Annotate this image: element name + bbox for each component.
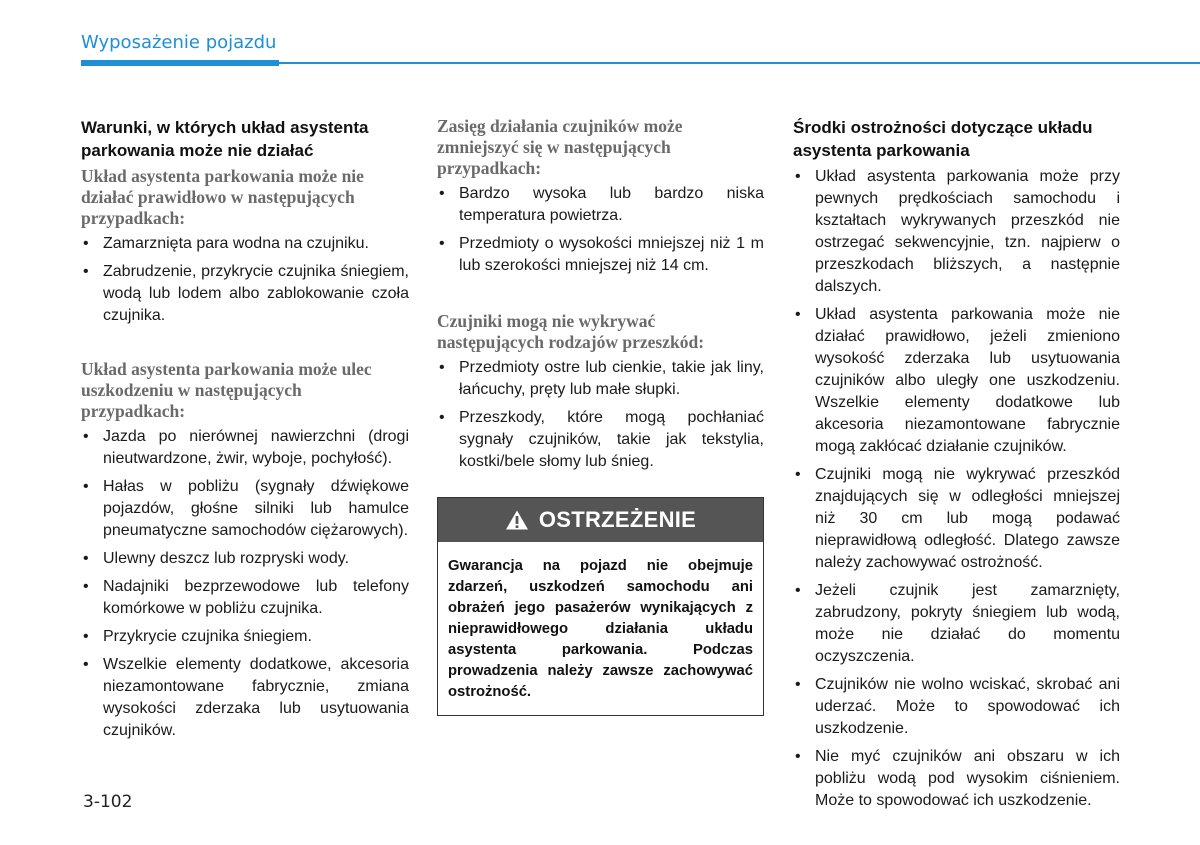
list-item: • Bardzo wysoka lub bardzo niska temperatura powietrza. [437,183,764,227]
warning-text: Gwarancja na pojazd nie obejmuje zdarzeń, uszkodzeń samochodu ani obrażeń jego pasażerów wynikających z nieprawidłowego działania układu asystenta parkowania. Podczas prowadzenia należy zawsze zachowywać ostrożność. [448,558,753,700]
list-item: • Nie myć czujników ani obszaru w ich pobliżu wodą pod wysokim ciśnieniem. Może to spowodować ich uszkodzenie. [793,746,1120,812]
list-item: • Jazda po nierównej nawierzchni (drogi nieutwardzone, żwir, wyboje, pochyłość). [81,426,409,470]
list-item: • Wszelkie elementy dodatkowe, akcesoria niezamontowane fabrycznie, zmiana wysokości zderzaka lub usytuowania czujników. [81,654,409,742]
heading-conditions: Warunki, w których układ asystenta parkowania może nie działać [81,118,369,160]
list-undetected [437,357,764,473]
list-item: • Zabrudzenie, przykrycie czujnika śniegiem, wodą lub lodem albo zablokowanie czoła czujnika. [81,261,409,327]
list-item: • Hałas w pobliżu (sygnały dźwiękowe pojazdów, głośne silniki lub hamulce pneumatyczne samochodów ciężarowych). [81,476,409,542]
list-item: • Przedmioty o wysokości mniejszej niż 1 m lub szerokości mniejszej niż 14 cm. [437,233,764,277]
list-item: • Nadajniki bezprzewodowe lub telefony komórkowe w pobliżu czujnika. [81,576,409,620]
list-item: • Układ asystenta parkowania może nie działać prawidłowo, jeżeli zmieniono wysokość zderzaka lub usytuowania czujników albo uległy one uszkodzeniu. Wszelkie elementy dodatkowe lub akcesoria niezamontowane fabrycznie mogą zakłócać działanie czujników. [793,304,1120,458]
column-1 [81,116,409,748]
warning-triangle-icon [505,509,529,531]
subheading-undetected: Czujniki mogą nie wykrywać następujących rodzajów przeszkód: [437,311,705,352]
header-accent-bar [81,60,279,66]
list-item: • Zamarznięta para wodna na czujniku. [81,233,409,255]
list-precautions [793,166,1120,812]
page-number: 3-102 [83,792,133,812]
column-2 [437,116,764,716]
list-item: • Jeżeli czujnik jest zamarznięty, zabrudzony, pokryty śniegiem lub wodą, może nie działać do momentu oczyszczenia. [793,580,1120,668]
heading-precautions: Środki ostrożności dotyczące układu asystenta parkowania [793,118,1093,160]
list-item: • Przeszkody, które mogą pochłaniać sygnały czujników, takie jak tekstylia, kostki/bele słomy lub śnieg. [437,407,764,473]
warning-header [438,498,763,542]
list-item: • Ulewny deszcz lub rozpryski wody. [81,548,409,570]
column-3 [793,116,1120,818]
list-item: • Przykrycie czujnika śniegiem. [81,626,409,648]
list-item: • Przedmioty ostre lub cienkie, takie jak liny, łańcuchy, pręty lub małe słupki. [437,357,764,401]
list-item: • Czujniki mogą nie wykrywać przeszkód znajdujących się w odległości mniejszej niż 30 cm lub mogą podawać nieprawidłową odległość. Dlatego zawsze należy zachowywać ostrożność. [793,464,1120,574]
subheading-malfunction: Układ asystenta parkowania może nie działać prawidłowo w następujących przypadkach: [81,166,364,228]
warning-title: OSTRZEŻENIE [538,507,697,532]
list-malfunction [81,233,409,327]
list-damage [81,426,409,742]
list-range [437,183,764,277]
section-title: Wyposażenie pojazdu [81,32,277,53]
list-item: • Czujników nie wolno wciskać, skrobać ani uderzać. Może to spowodować ich uszkodzenie. [793,674,1120,740]
list-item: • Układ asystenta parkowania może przy pewnych prędkościach samochodu i kształtach wykrywanych przeszkód nie ostrzegać sekwencyjnie, tzn. najpierw o przeszkodach bliższych, a następnie dalszych. [793,166,1120,298]
warning-box [437,497,764,716]
subheading-damage: Układ asystenta parkowania może ulec uszkodzeniu w następujących przypadkach: [81,359,372,421]
subheading-range: Zasięg działania czujników może zmniejszyć się w następujących przypadkach: [437,116,683,178]
